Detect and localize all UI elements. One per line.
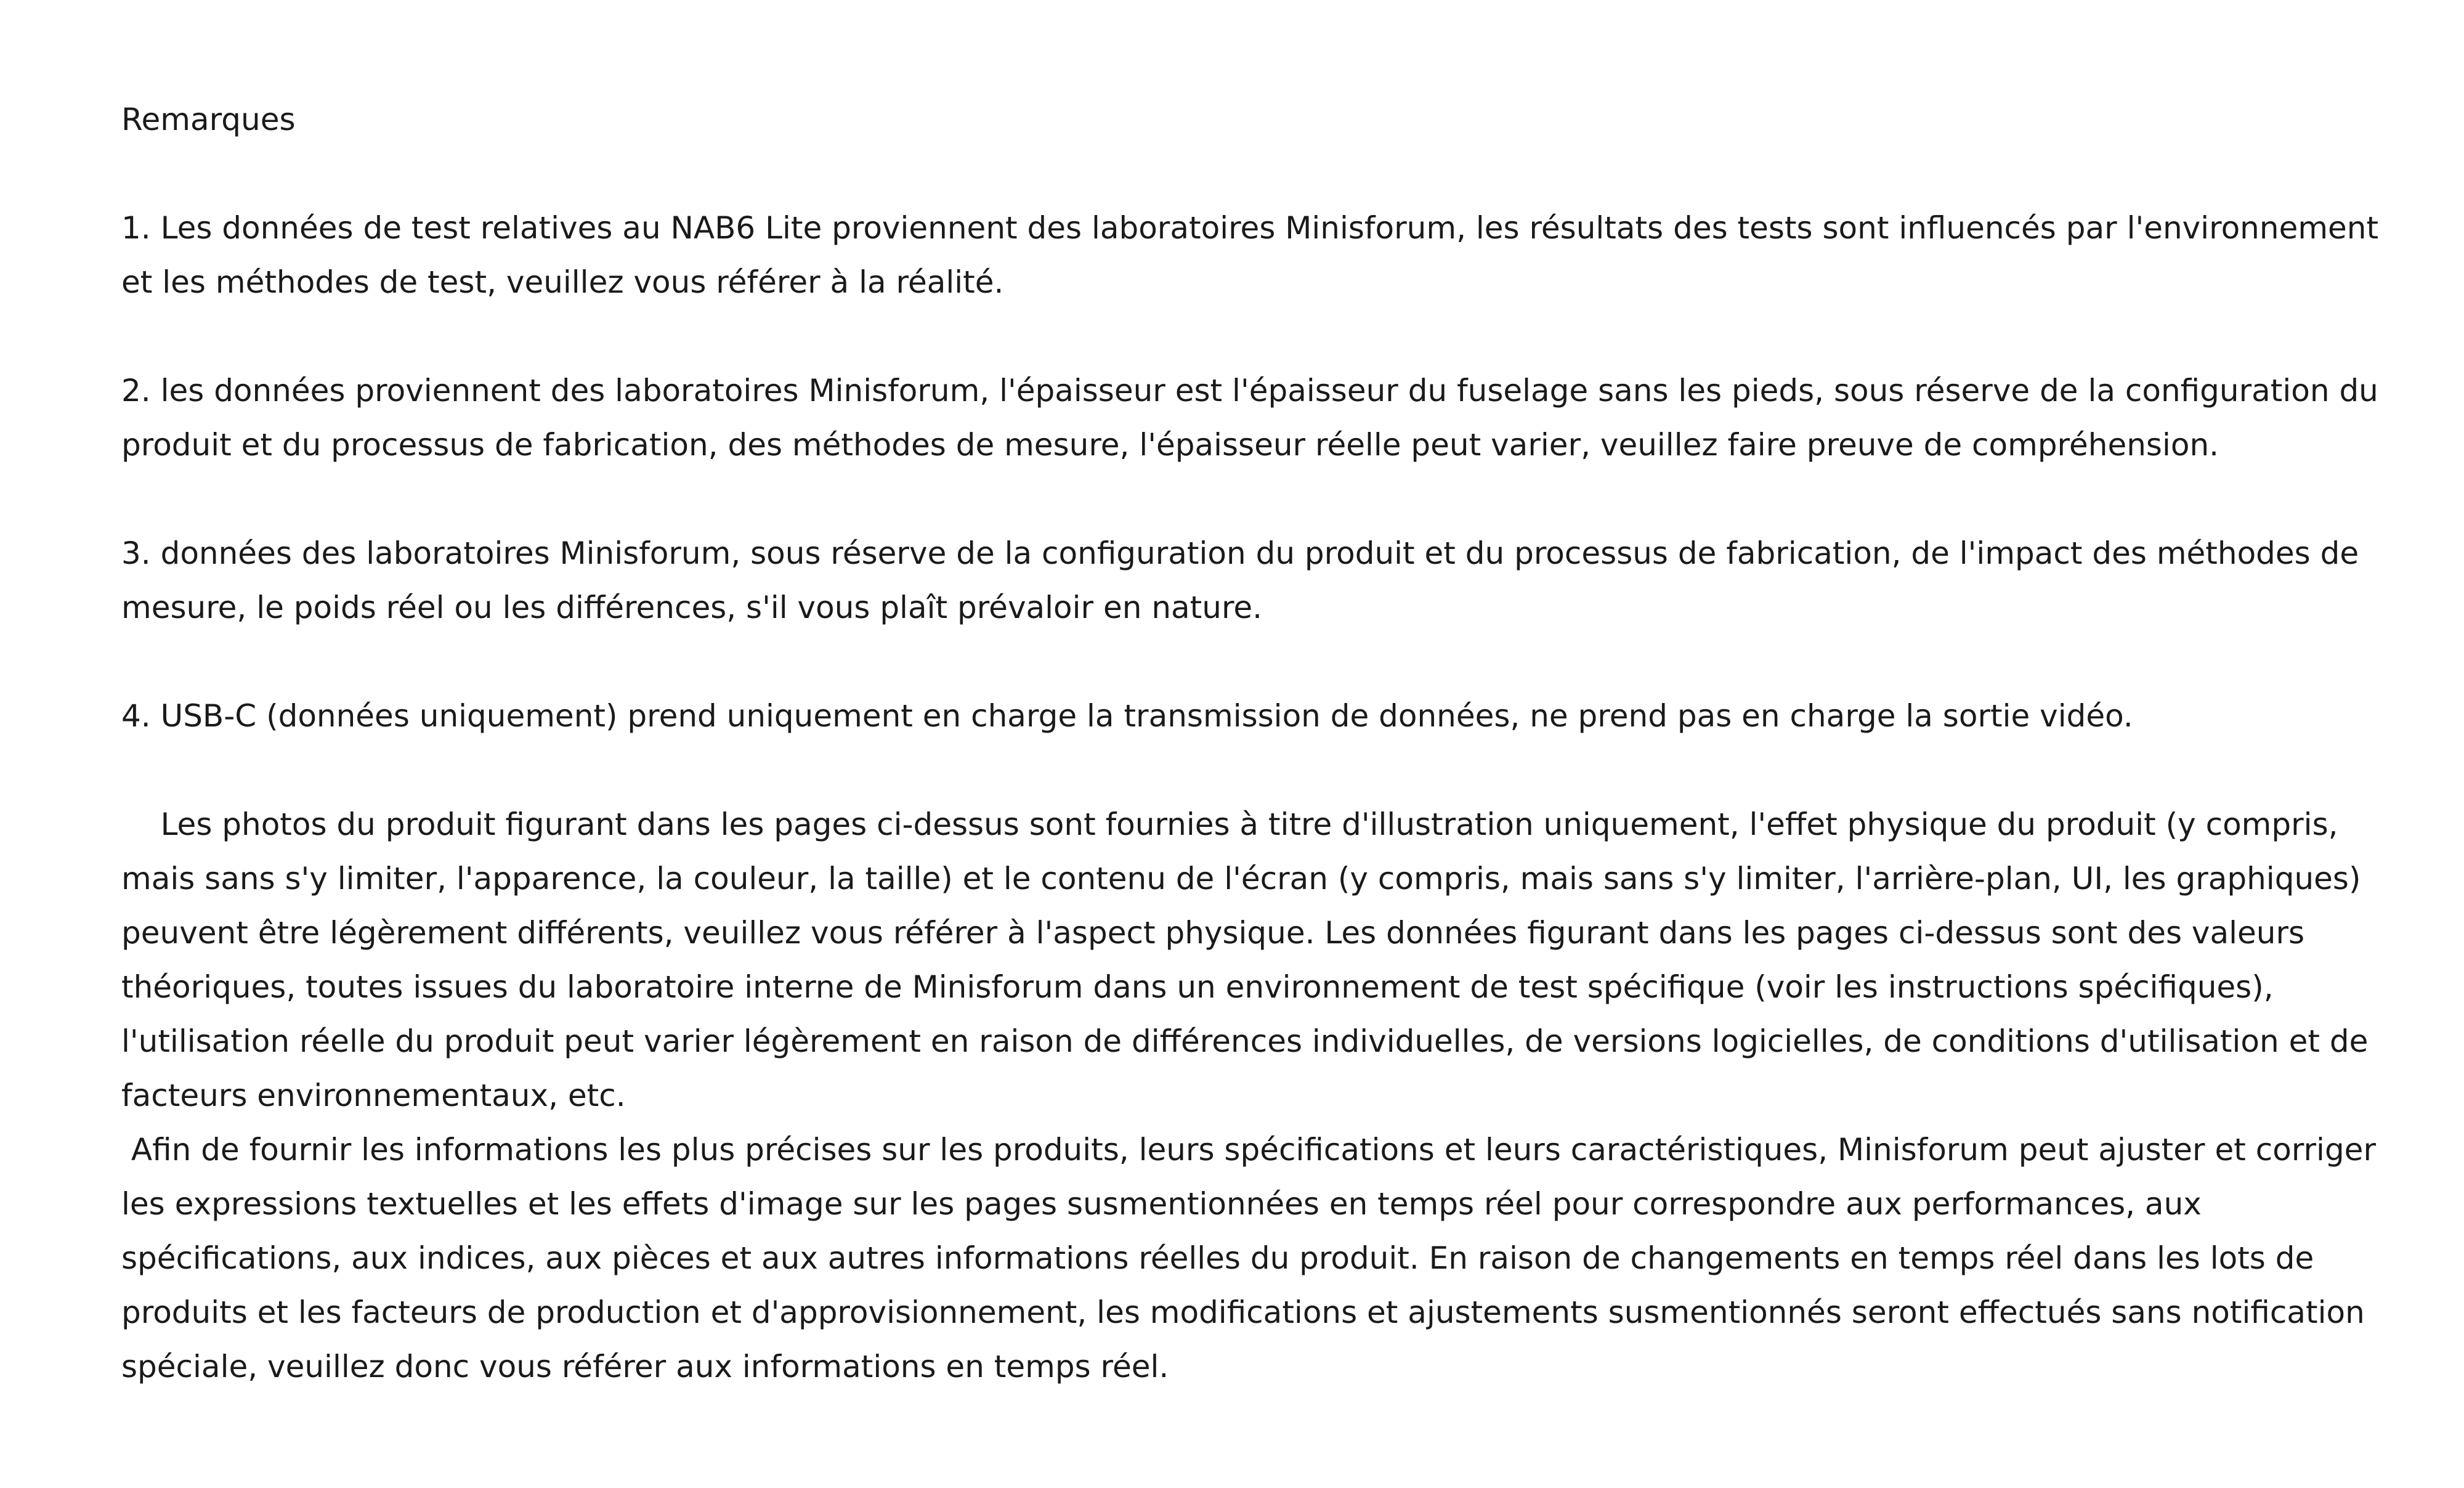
- spacer: [121, 743, 2413, 797]
- spacer: [121, 309, 2413, 364]
- spacer: [121, 635, 2413, 689]
- disclaimer-photos: Les photos du produit figurant dans les pages ci-dessus sont fournies à titre d'illustration uniquement, l'effet physique du produit (y compris, mais sans s'y limiter, l'apparence, la couleur, la taille) et le contenu de l'écran (y compris, mais sans s'y limiter, l'arrière-plan, UI, les graphiques) peuvent être légèrement différents, veuillez vous référer à l'aspect physique. Les données figurant dans les pages ci-dessus sont des valeurs théoriques, toutes issues du laboratoire interne de Minisforum dans un environnement de test spécifique (voir les instructions spécifiques), l'utilisation réelle du produit peut varier légèrement en raison de différences individuelles, de versions logicielles, de conditions d'utilisation et de facteurs environnementaux, etc.: [121, 807, 2378, 1113]
- spacer: [121, 147, 2413, 201]
- remarks-heading: Remarques: [121, 102, 296, 137]
- note-2: 2. les données proviennent des laboratoires Minisforum, l'épaisseur est l'épaisseur du fuselage sans les pieds, sous réserve de la configuration du produit et du processus de fabrication, des méthodes de mesure, l'épaisseur réelle peut varier, veuillez faire preuve de compréhension.: [121, 373, 2388, 463]
- remarks-document: [121, 92, 2413, 1394]
- disclaimer-adjustments: Afin de fournir les informations les plus précises sur les produits, leurs spécifications et leurs caractéristiques, Minisforum peut ajuster et corriger les expressions textuelles et les effets d'image sur les pages susmentionnées en temps réel pour correspondre aux performances, aux spécifications, aux indices, aux pièces et aux autres informations réelles du produit. En raison de changements en temps réel dans les lots de produits et les facteurs de production et d'approvisionnement, les modifications et ajustements susmentionnés seront effectués sans notification spéciale, veuillez donc vous référer aux informations en temps réel.: [121, 1132, 2386, 1384]
- spacer: [121, 472, 2413, 526]
- note-4: 4. USB-C (données uniquement) prend uniquement en charge la transmission de données, ne prend pas en charge la sortie vidéo.: [121, 698, 2133, 734]
- note-1: 1. Les données de test relatives au NAB6 Lite proviennent des laboratoires Minisforum, les résultats des tests sont influencés par l'environnement et les méthodes de test, veuillez vous référer à la réalité.: [121, 210, 2388, 300]
- note-3: 3. données des laboratoires Minisforum, sous réserve de la configuration du produit et du processus de fabrication, de l'impact des méthodes de mesure, le poids réel ou les différences, s'il vous plaît prévaloir en nature.: [121, 535, 2369, 625]
